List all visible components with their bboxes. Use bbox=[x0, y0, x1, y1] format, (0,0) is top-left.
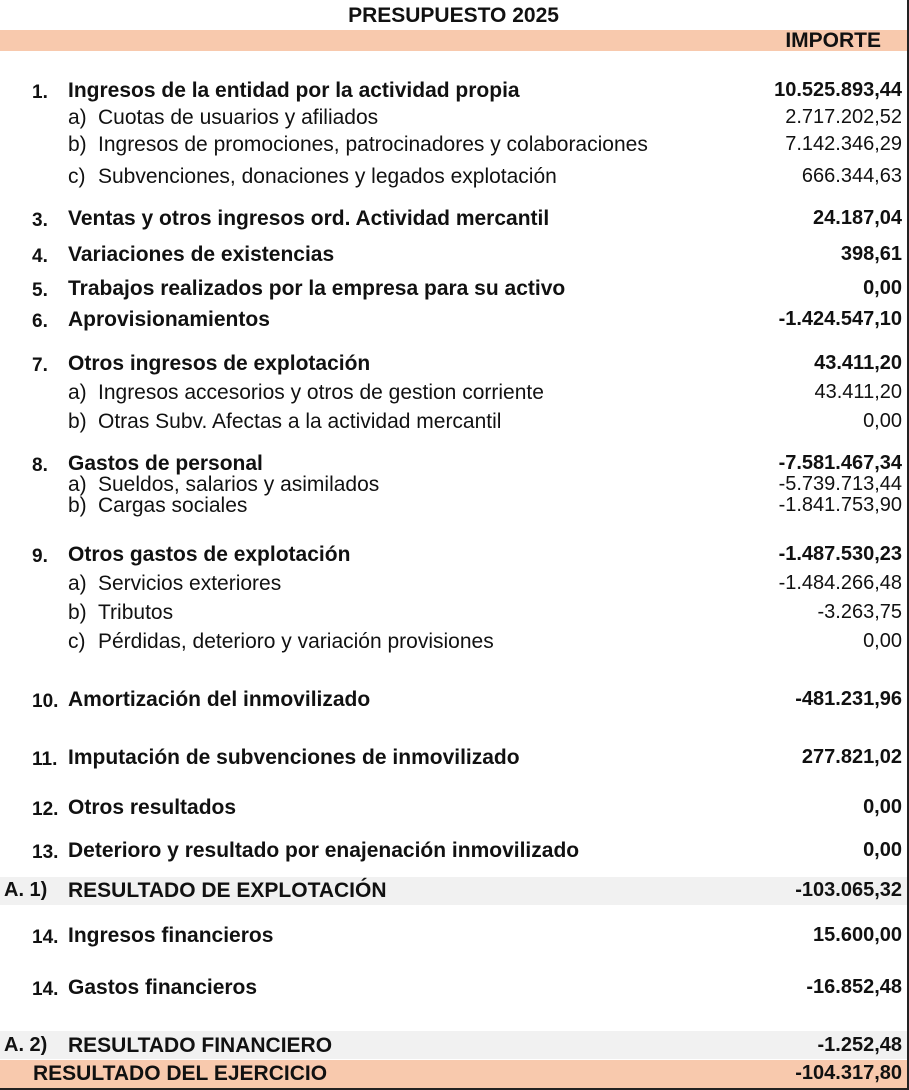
row-number: 10. bbox=[32, 691, 59, 712]
row-number: b) bbox=[68, 601, 87, 624]
table-row bbox=[0, 243, 907, 269]
row-amount: -1.487.530,23 bbox=[778, 543, 902, 565]
table-row bbox=[0, 381, 907, 407]
row-number: 9. bbox=[32, 546, 48, 567]
header-band bbox=[0, 30, 907, 51]
row-label: Ingresos de la entidad por la actividad propia bbox=[68, 79, 520, 102]
row-amount: 0,00 bbox=[863, 839, 902, 861]
table-row bbox=[0, 601, 907, 627]
row-number: a) bbox=[68, 572, 87, 595]
row-label: Cargas sociales bbox=[98, 494, 248, 517]
row-label: RESULTADO FINANCIERO bbox=[68, 1034, 333, 1057]
row-label: Tributos bbox=[98, 601, 174, 624]
row-number: 3. bbox=[32, 210, 48, 231]
row-amount: -104.317,80 bbox=[795, 1062, 902, 1084]
table-row bbox=[0, 277, 907, 303]
table-row bbox=[0, 572, 907, 598]
row-label: Otros gastos de explotación bbox=[68, 543, 351, 566]
row-label: Otros ingresos de explotación bbox=[68, 352, 371, 375]
row-label: Cuotas de usuarios y afiliados bbox=[98, 106, 379, 129]
row-number: b) bbox=[68, 133, 87, 156]
row-number: A. 2) bbox=[4, 1034, 48, 1056]
table-row bbox=[0, 839, 907, 865]
table-row bbox=[0, 106, 907, 132]
row-label: Sueldos, salarios y asimilados bbox=[98, 473, 380, 496]
row-label: Amortización del inmovilizado bbox=[68, 688, 371, 711]
table-row bbox=[0, 79, 907, 105]
table-row bbox=[0, 352, 907, 378]
row-number: 14. bbox=[32, 979, 59, 1000]
row-label: Otros resultados bbox=[68, 796, 237, 819]
row-number: 1. bbox=[32, 82, 48, 103]
row-label: RESULTADO DEL EJERCICIO bbox=[33, 1062, 328, 1085]
row-amount: -1.424.547,10 bbox=[778, 308, 902, 330]
table-row bbox=[0, 630, 907, 656]
table-row bbox=[0, 688, 907, 714]
row-label: Trabajos realizados por la empresa para su activo bbox=[68, 277, 566, 300]
row-amount: 10.525.893,44 bbox=[774, 79, 902, 101]
row-label: Pérdidas, deterioro y variación provisiones bbox=[98, 630, 494, 653]
row-number: c) bbox=[68, 630, 86, 653]
row-amount: 277.821,02 bbox=[801, 746, 902, 768]
row-label: Deterioro y resultado por enajenación inmovilizado bbox=[68, 839, 580, 862]
table-row bbox=[0, 924, 907, 950]
row-number: 7. bbox=[32, 355, 48, 376]
row-label: Gastos financieros bbox=[68, 976, 258, 999]
row-amount: 2.717.202,52 bbox=[785, 106, 902, 128]
row-label: Imputación de subvenciones de inmovilizado bbox=[68, 746, 520, 769]
row-number: 13. bbox=[32, 842, 59, 863]
row-amount: 24.187,04 bbox=[813, 207, 902, 229]
table-row bbox=[0, 207, 907, 233]
row-number: b) bbox=[68, 410, 87, 433]
row-number: 14. bbox=[32, 927, 59, 948]
row-amount: -5.739.713,44 bbox=[778, 473, 902, 495]
table-row bbox=[0, 165, 907, 191]
table-row bbox=[0, 410, 907, 436]
table-row bbox=[0, 543, 907, 569]
row-amount: 0,00 bbox=[863, 277, 902, 299]
table-row bbox=[0, 308, 907, 334]
page-title: PRESUPUESTO 2025 bbox=[348, 4, 559, 27]
row-amount: -481.231,96 bbox=[795, 688, 902, 710]
row-amount: 15.600,00 bbox=[813, 924, 902, 946]
row-amount: -7.581.467,34 bbox=[778, 452, 902, 474]
row-amount: 43.411,20 bbox=[814, 381, 902, 403]
row-label: Ingresos financieros bbox=[68, 924, 274, 947]
row-amount: 398,61 bbox=[840, 243, 902, 265]
amount-column-header: IMPORTE bbox=[785, 29, 881, 52]
row-number: 5. bbox=[32, 280, 48, 301]
row-number: a) bbox=[68, 381, 87, 404]
table-row bbox=[0, 746, 907, 772]
row-amount: 0,00 bbox=[863, 410, 902, 432]
row-amount: 7.142.346,29 bbox=[785, 133, 902, 155]
row-label: Servicios exteriores bbox=[98, 572, 282, 595]
row-amount: 0,00 bbox=[863, 630, 902, 652]
row-label: Ingresos accesorios y otros de gestion corriente bbox=[98, 381, 544, 404]
row-number: A. 1) bbox=[4, 879, 48, 901]
row-label: RESULTADO DE EXPLOTACIÓN bbox=[68, 879, 387, 902]
row-amount: -3.263,75 bbox=[817, 601, 902, 623]
row-amount: -1.252,48 bbox=[817, 1034, 902, 1056]
row-label: Ventas y otros ingresos ord. Actividad mercantil bbox=[68, 207, 550, 230]
row-amount: -1.484.266,48 bbox=[778, 572, 902, 594]
row-number: 4. bbox=[32, 246, 48, 267]
row-label: Ingresos de promociones, patrocinadores y colaboraciones bbox=[98, 133, 648, 156]
row-number: 11. bbox=[32, 749, 58, 770]
row-number: 12. bbox=[32, 799, 59, 820]
row-amount: 0,00 bbox=[863, 796, 902, 818]
row-label: Otras Subv. Afectas a la actividad mercantil bbox=[98, 410, 502, 433]
row-amount: -1.841.753,90 bbox=[778, 494, 902, 516]
row-label: Gastos de personal bbox=[68, 452, 263, 475]
row-amount: 43.411,20 bbox=[814, 352, 902, 374]
row-number: a) bbox=[68, 106, 87, 129]
table-row bbox=[0, 796, 907, 822]
row-number: b) bbox=[68, 494, 87, 517]
table-row bbox=[0, 976, 907, 1002]
row-amount: 666.344,63 bbox=[801, 165, 902, 187]
row-label: Aprovisionamientos bbox=[68, 308, 270, 331]
net-result-row bbox=[0, 1062, 907, 1088]
row-label: Subvenciones, donaciones y legados explotación bbox=[98, 165, 557, 188]
row-number: 6. bbox=[32, 311, 48, 332]
row-amount: -103.065,32 bbox=[795, 879, 902, 901]
table-row bbox=[0, 494, 907, 520]
row-number: 8. bbox=[32, 455, 48, 476]
row-number: a) bbox=[68, 473, 87, 496]
operating-result-row bbox=[0, 879, 907, 905]
row-label: Variaciones de existencias bbox=[68, 243, 335, 266]
table-row bbox=[0, 133, 907, 159]
row-amount: -16.852,48 bbox=[806, 976, 902, 998]
row-number: c) bbox=[68, 165, 86, 188]
financial-result-row bbox=[0, 1034, 907, 1060]
